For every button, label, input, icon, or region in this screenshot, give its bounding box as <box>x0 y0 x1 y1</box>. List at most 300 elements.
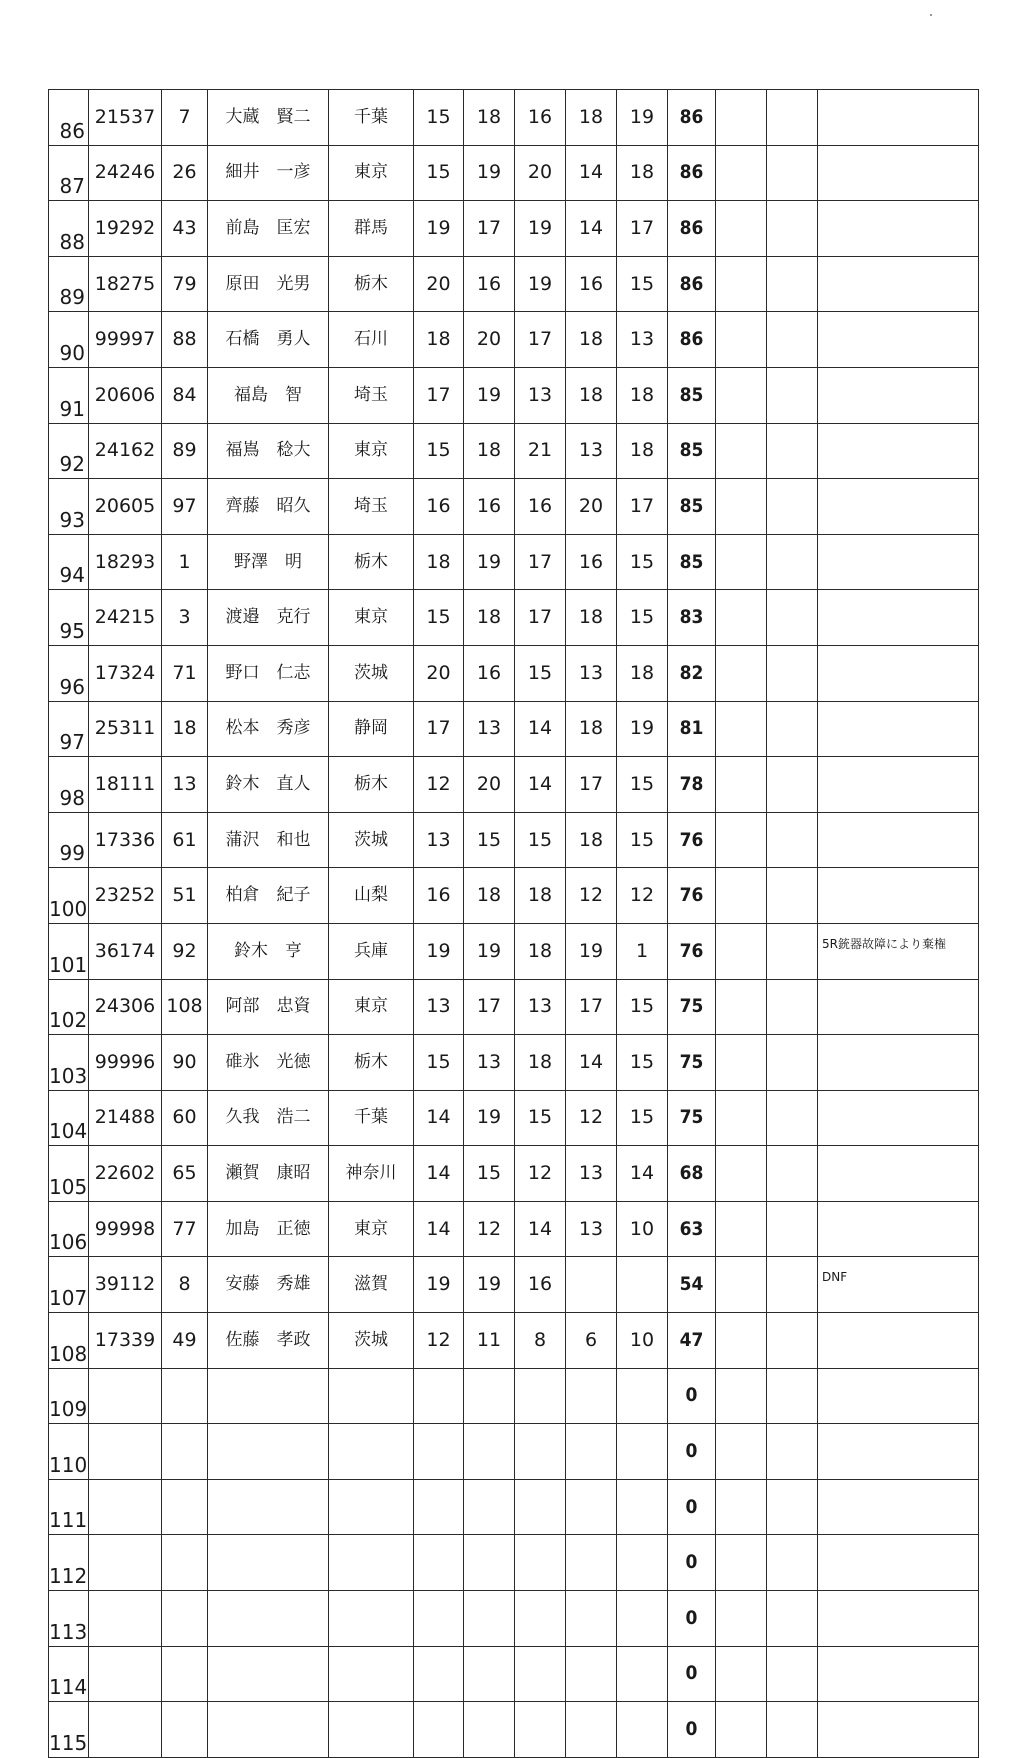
round-4-score-cell: 14 <box>566 145 617 201</box>
total-score-cell: 76 <box>668 923 716 979</box>
table-row <box>49 1313 979 1369</box>
shooter-name-cell: 細井 一彦 <box>208 145 329 201</box>
rank-cell: 102 <box>49 979 89 1035</box>
rank-cell: 105 <box>49 1146 89 1202</box>
shooter-name-cell: 原田 光男 <box>208 256 329 312</box>
rank-cell: 99 <box>49 812 89 868</box>
round-5-score-cell: 15 <box>617 590 668 646</box>
remarks-cell <box>818 1424 979 1480</box>
round-3-score-cell: 13 <box>515 367 566 423</box>
bib-number-cell <box>162 1646 208 1702</box>
round-5-score-cell: 18 <box>617 145 668 201</box>
shooter-name-cell: 渡邉 克行 <box>208 590 329 646</box>
table-row <box>49 645 979 701</box>
bib-number-cell: 79 <box>162 256 208 312</box>
blank-cell <box>767 590 818 646</box>
blank-cell <box>716 1257 767 1313</box>
bib-number-cell: 84 <box>162 367 208 423</box>
member-id-cell <box>89 1646 162 1702</box>
table-row <box>49 812 979 868</box>
blank-cell <box>767 367 818 423</box>
member-id-cell: 24246 <box>89 145 162 201</box>
round-4-score-cell <box>566 1702 617 1758</box>
rank-cell: 106 <box>49 1201 89 1257</box>
bib-number-cell: 89 <box>162 423 208 479</box>
prefecture-cell <box>329 1535 414 1591</box>
blank-cell <box>716 312 767 368</box>
round-1-score-cell <box>414 1702 464 1758</box>
round-1-score-cell: 16 <box>414 479 464 535</box>
round-1-score-cell <box>414 1368 464 1424</box>
round-2-score-cell: 18 <box>464 423 515 479</box>
round-4-score-cell: 18 <box>566 312 617 368</box>
round-5-score-cell <box>617 1424 668 1480</box>
round-1-score-cell <box>414 1591 464 1647</box>
remarks-cell <box>818 812 979 868</box>
remarks-cell: DNF <box>818 1257 979 1313</box>
rank-cell: 108 <box>49 1313 89 1369</box>
round-2-score-cell: 19 <box>464 145 515 201</box>
prefecture-cell: 神奈川 <box>329 1146 414 1202</box>
rank-cell: 89 <box>49 256 89 312</box>
round-3-score-cell <box>515 1591 566 1647</box>
round-2-score-cell <box>464 1535 515 1591</box>
member-id-cell <box>89 1368 162 1424</box>
member-id-cell: 20605 <box>89 479 162 535</box>
round-5-score-cell <box>617 1535 668 1591</box>
shooter-name-cell <box>208 1424 329 1480</box>
round-1-score-cell: 17 <box>414 701 464 757</box>
blank-cell <box>767 423 818 479</box>
table-row <box>49 145 979 201</box>
remarks-cell <box>818 645 979 701</box>
round-2-score-cell: 13 <box>464 701 515 757</box>
table-row <box>49 757 979 813</box>
prefecture-cell <box>329 1702 414 1758</box>
blank-cell <box>767 1146 818 1202</box>
rank-cell: 107 <box>49 1257 89 1313</box>
bib-number-cell: 26 <box>162 145 208 201</box>
round-1-score-cell: 17 <box>414 367 464 423</box>
prefecture-cell: 東京 <box>329 590 414 646</box>
shooter-name-cell: 柏倉 紀子 <box>208 868 329 924</box>
round-5-score-cell: 13 <box>617 312 668 368</box>
prefecture-cell <box>329 1368 414 1424</box>
rank-cell: 101 <box>49 923 89 979</box>
blank-cell <box>767 1035 818 1091</box>
blank-cell <box>767 201 818 257</box>
rank-cell: 96 <box>49 645 89 701</box>
round-3-score-cell <box>515 1479 566 1535</box>
bib-number-cell <box>162 1535 208 1591</box>
member-id-cell: 36174 <box>89 923 162 979</box>
shooter-name-cell <box>208 1591 329 1647</box>
remarks-cell <box>818 1146 979 1202</box>
rank-cell: 90 <box>49 312 89 368</box>
total-score-cell: 82 <box>668 645 716 701</box>
total-score-cell: 85 <box>668 479 716 535</box>
remarks-cell <box>818 1591 979 1647</box>
round-2-score-cell <box>464 1646 515 1702</box>
round-5-score-cell: 12 <box>617 868 668 924</box>
round-1-score-cell: 14 <box>414 1090 464 1146</box>
rank-cell: 94 <box>49 534 89 590</box>
rank-cell: 97 <box>49 701 89 757</box>
round-4-score-cell <box>566 1535 617 1591</box>
round-2-score-cell: 19 <box>464 1257 515 1313</box>
round-5-score-cell: 15 <box>617 256 668 312</box>
bib-number-cell <box>162 1591 208 1647</box>
blank-cell <box>716 590 767 646</box>
blank-cell <box>716 701 767 757</box>
total-score-cell: 86 <box>668 201 716 257</box>
blank-cell <box>716 645 767 701</box>
member-id-cell <box>89 1702 162 1758</box>
member-id-cell: 17336 <box>89 812 162 868</box>
rank-cell: 113 <box>49 1591 89 1647</box>
round-2-score-cell: 19 <box>464 534 515 590</box>
round-1-score-cell: 13 <box>414 812 464 868</box>
round-3-score-cell: 15 <box>515 812 566 868</box>
blank-cell <box>716 90 767 146</box>
rank-cell: 110 <box>49 1424 89 1480</box>
table-row <box>49 479 979 535</box>
bib-number-cell: 3 <box>162 590 208 646</box>
total-score-cell: 75 <box>668 1090 716 1146</box>
prefecture-cell: 群馬 <box>329 201 414 257</box>
prefecture-cell: 栃木 <box>329 1035 414 1091</box>
round-2-score-cell: 18 <box>464 868 515 924</box>
round-5-score-cell: 1 <box>617 923 668 979</box>
bib-number-cell: 90 <box>162 1035 208 1091</box>
round-2-score-cell: 20 <box>464 312 515 368</box>
blank-cell <box>767 534 818 590</box>
round-3-score-cell: 14 <box>515 757 566 813</box>
shooter-name-cell <box>208 1646 329 1702</box>
round-1-score-cell: 19 <box>414 1257 464 1313</box>
bib-number-cell: 60 <box>162 1090 208 1146</box>
table-row <box>49 701 979 757</box>
total-score-cell: 86 <box>668 312 716 368</box>
bib-number-cell: 92 <box>162 923 208 979</box>
member-id-cell <box>89 1535 162 1591</box>
blank-cell <box>716 1146 767 1202</box>
blank-cell <box>716 1535 767 1591</box>
round-5-score-cell <box>617 1368 668 1424</box>
prefecture-cell: 茨城 <box>329 812 414 868</box>
blank-cell <box>767 145 818 201</box>
round-1-score-cell: 19 <box>414 923 464 979</box>
blank-cell <box>716 812 767 868</box>
round-5-score-cell <box>617 1257 668 1313</box>
total-score-cell: 0 <box>668 1424 716 1480</box>
bib-number-cell: 51 <box>162 868 208 924</box>
total-score-cell: 81 <box>668 701 716 757</box>
blank-cell <box>767 1424 818 1480</box>
total-score-cell: 47 <box>668 1313 716 1369</box>
rank-cell: 95 <box>49 590 89 646</box>
round-3-score-cell: 19 <box>515 201 566 257</box>
round-4-score-cell: 18 <box>566 367 617 423</box>
table-row <box>49 1424 979 1480</box>
shooter-name-cell: 齊藤 昭久 <box>208 479 329 535</box>
table-row <box>49 1257 979 1313</box>
table-row <box>49 1591 979 1647</box>
round-5-score-cell: 15 <box>617 812 668 868</box>
prefecture-cell: 栃木 <box>329 534 414 590</box>
round-1-score-cell: 15 <box>414 1035 464 1091</box>
table-row <box>49 590 979 646</box>
bib-number-cell: 43 <box>162 201 208 257</box>
member-id-cell: 21537 <box>89 90 162 146</box>
results-table <box>48 89 979 1758</box>
member-id-cell: 24215 <box>89 590 162 646</box>
round-4-score-cell: 14 <box>566 1035 617 1091</box>
bib-number-cell: 88 <box>162 312 208 368</box>
blank-cell <box>716 423 767 479</box>
total-score-cell: 85 <box>668 534 716 590</box>
total-score-cell: 85 <box>668 423 716 479</box>
round-2-score-cell: 19 <box>464 367 515 423</box>
total-score-cell: 54 <box>668 1257 716 1313</box>
shooter-name-cell: 石橋 勇人 <box>208 312 329 368</box>
round-5-score-cell: 17 <box>617 201 668 257</box>
blank-cell <box>767 868 818 924</box>
total-score-cell: 0 <box>668 1702 716 1758</box>
round-3-score-cell: 15 <box>515 645 566 701</box>
bib-number-cell: 77 <box>162 1201 208 1257</box>
round-1-score-cell: 15 <box>414 145 464 201</box>
round-5-score-cell: 15 <box>617 534 668 590</box>
round-5-score-cell: 18 <box>617 645 668 701</box>
round-3-score-cell: 19 <box>515 256 566 312</box>
shooter-name-cell: 前島 匡宏 <box>208 201 329 257</box>
rank-cell: 114 <box>49 1646 89 1702</box>
round-4-score-cell <box>566 1479 617 1535</box>
shooter-name-cell: 久我 浩二 <box>208 1090 329 1146</box>
blank-cell <box>716 1201 767 1257</box>
round-5-score-cell: 15 <box>617 1035 668 1091</box>
round-4-score-cell: 16 <box>566 534 617 590</box>
round-2-score-cell <box>464 1591 515 1647</box>
round-4-score-cell: 16 <box>566 256 617 312</box>
round-1-score-cell: 12 <box>414 1313 464 1369</box>
remarks-cell <box>818 979 979 1035</box>
round-1-score-cell <box>414 1424 464 1480</box>
blank-cell <box>767 923 818 979</box>
prefecture-cell: 茨城 <box>329 645 414 701</box>
round-5-score-cell: 10 <box>617 1313 668 1369</box>
remarks-cell <box>818 757 979 813</box>
total-score-cell: 0 <box>668 1368 716 1424</box>
bib-number-cell: 71 <box>162 645 208 701</box>
rank-cell: 109 <box>49 1368 89 1424</box>
bib-number-cell: 13 <box>162 757 208 813</box>
round-3-score-cell: 14 <box>515 1201 566 1257</box>
blank-cell <box>716 1591 767 1647</box>
round-4-score-cell <box>566 1646 617 1702</box>
blank-cell <box>716 1702 767 1758</box>
round-2-score-cell: 15 <box>464 812 515 868</box>
blank-cell <box>767 757 818 813</box>
remarks-cell <box>818 1479 979 1535</box>
prefecture-cell: 兵庫 <box>329 923 414 979</box>
blank-cell <box>716 534 767 590</box>
shooter-name-cell: 瀬賀 康昭 <box>208 1146 329 1202</box>
blank-cell <box>716 1424 767 1480</box>
member-id-cell: 25311 <box>89 701 162 757</box>
round-3-score-cell <box>515 1646 566 1702</box>
round-3-score-cell <box>515 1702 566 1758</box>
table-row <box>49 1479 979 1535</box>
remarks-cell <box>818 423 979 479</box>
bib-number-cell: 18 <box>162 701 208 757</box>
member-id-cell: 21488 <box>89 1090 162 1146</box>
member-id-cell: 99997 <box>89 312 162 368</box>
remarks-cell <box>818 1646 979 1702</box>
remarks-cell <box>818 868 979 924</box>
table-row <box>49 1201 979 1257</box>
total-score-cell: 86 <box>668 256 716 312</box>
member-id-cell: 22602 <box>89 1146 162 1202</box>
round-1-score-cell: 18 <box>414 312 464 368</box>
round-4-score-cell: 17 <box>566 979 617 1035</box>
round-4-score-cell: 18 <box>566 90 617 146</box>
round-3-score-cell: 17 <box>515 590 566 646</box>
rank-cell: 115 <box>49 1702 89 1758</box>
round-5-score-cell: 15 <box>617 757 668 813</box>
round-4-score-cell: 6 <box>566 1313 617 1369</box>
round-5-score-cell <box>617 1591 668 1647</box>
prefecture-cell: 栃木 <box>329 757 414 813</box>
bib-number-cell <box>162 1702 208 1758</box>
round-1-score-cell: 16 <box>414 868 464 924</box>
round-4-score-cell: 12 <box>566 1090 617 1146</box>
round-3-score-cell: 20 <box>515 145 566 201</box>
round-2-score-cell: 18 <box>464 590 515 646</box>
bib-number-cell <box>162 1479 208 1535</box>
round-3-score-cell: 14 <box>515 701 566 757</box>
blank-cell <box>767 479 818 535</box>
blank-cell <box>767 1368 818 1424</box>
round-4-score-cell: 19 <box>566 923 617 979</box>
member-id-cell: 18293 <box>89 534 162 590</box>
remarks-cell <box>818 534 979 590</box>
shooter-name-cell: 大蔵 賢二 <box>208 90 329 146</box>
table-row <box>49 423 979 479</box>
remarks-cell: 5R銃器故障により棄権 <box>818 923 979 979</box>
shooter-name-cell: 鈴木 亨 <box>208 923 329 979</box>
blank-cell <box>716 367 767 423</box>
member-id-cell <box>89 1479 162 1535</box>
prefecture-cell: 栃木 <box>329 256 414 312</box>
member-id-cell <box>89 1591 162 1647</box>
table-row <box>49 1535 979 1591</box>
rank-cell: 92 <box>49 423 89 479</box>
member-id-cell: 99998 <box>89 1201 162 1257</box>
blank-cell <box>716 868 767 924</box>
remarks-cell <box>818 1201 979 1257</box>
member-id-cell: 18275 <box>89 256 162 312</box>
shooter-name-cell: 蒲沢 和也 <box>208 812 329 868</box>
round-2-score-cell: 18 <box>464 90 515 146</box>
round-2-score-cell: 16 <box>464 645 515 701</box>
prefecture-cell: 千葉 <box>329 90 414 146</box>
table-row <box>49 868 979 924</box>
round-4-score-cell: 18 <box>566 701 617 757</box>
table-row <box>49 1090 979 1146</box>
member-id-cell: 17324 <box>89 645 162 701</box>
total-score-cell: 75 <box>668 979 716 1035</box>
total-score-cell: 0 <box>668 1646 716 1702</box>
prefecture-cell: 山梨 <box>329 868 414 924</box>
remarks-cell <box>818 312 979 368</box>
blank-cell <box>767 645 818 701</box>
remarks-cell <box>818 201 979 257</box>
bib-number-cell: 8 <box>162 1257 208 1313</box>
prefecture-cell: 静岡 <box>329 701 414 757</box>
table-row <box>49 312 979 368</box>
round-1-score-cell: 14 <box>414 1146 464 1202</box>
round-1-score-cell: 19 <box>414 201 464 257</box>
round-5-score-cell: 19 <box>617 701 668 757</box>
total-score-cell: 85 <box>668 367 716 423</box>
round-3-score-cell: 15 <box>515 1090 566 1146</box>
bib-number-cell: 61 <box>162 812 208 868</box>
prefecture-cell <box>329 1479 414 1535</box>
rank-cell: 93 <box>49 479 89 535</box>
prefecture-cell: 埼玉 <box>329 367 414 423</box>
round-1-score-cell: 13 <box>414 979 464 1035</box>
prefecture-cell: 千葉 <box>329 1090 414 1146</box>
remarks-cell <box>818 590 979 646</box>
round-1-score-cell: 15 <box>414 590 464 646</box>
blank-cell <box>716 1479 767 1535</box>
bib-number-cell: 108 <box>162 979 208 1035</box>
round-4-score-cell <box>566 1368 617 1424</box>
round-5-score-cell: 15 <box>617 1090 668 1146</box>
round-5-score-cell <box>617 1479 668 1535</box>
bib-number-cell: 7 <box>162 90 208 146</box>
blank-cell <box>716 201 767 257</box>
blank-cell <box>767 312 818 368</box>
shooter-name-cell <box>208 1702 329 1758</box>
blank-cell <box>716 145 767 201</box>
round-1-score-cell: 14 <box>414 1201 464 1257</box>
shooter-name-cell <box>208 1368 329 1424</box>
round-2-score-cell <box>464 1479 515 1535</box>
round-2-score-cell: 15 <box>464 1146 515 1202</box>
round-5-score-cell: 10 <box>617 1201 668 1257</box>
member-id-cell: 24306 <box>89 979 162 1035</box>
round-4-score-cell: 13 <box>566 423 617 479</box>
member-id-cell <box>89 1424 162 1480</box>
remarks-cell <box>818 145 979 201</box>
blank-cell <box>716 1313 767 1369</box>
prefecture-cell <box>329 1591 414 1647</box>
round-2-score-cell: 16 <box>464 256 515 312</box>
round-3-score-cell <box>515 1535 566 1591</box>
round-2-score-cell: 17 <box>464 979 515 1035</box>
round-2-score-cell: 17 <box>464 201 515 257</box>
round-5-score-cell: 18 <box>617 423 668 479</box>
round-2-score-cell: 13 <box>464 1035 515 1091</box>
round-3-score-cell: 17 <box>515 534 566 590</box>
total-score-cell: 0 <box>668 1535 716 1591</box>
member-id-cell: 20606 <box>89 367 162 423</box>
page-speck <box>930 14 932 16</box>
round-4-score-cell: 18 <box>566 590 617 646</box>
